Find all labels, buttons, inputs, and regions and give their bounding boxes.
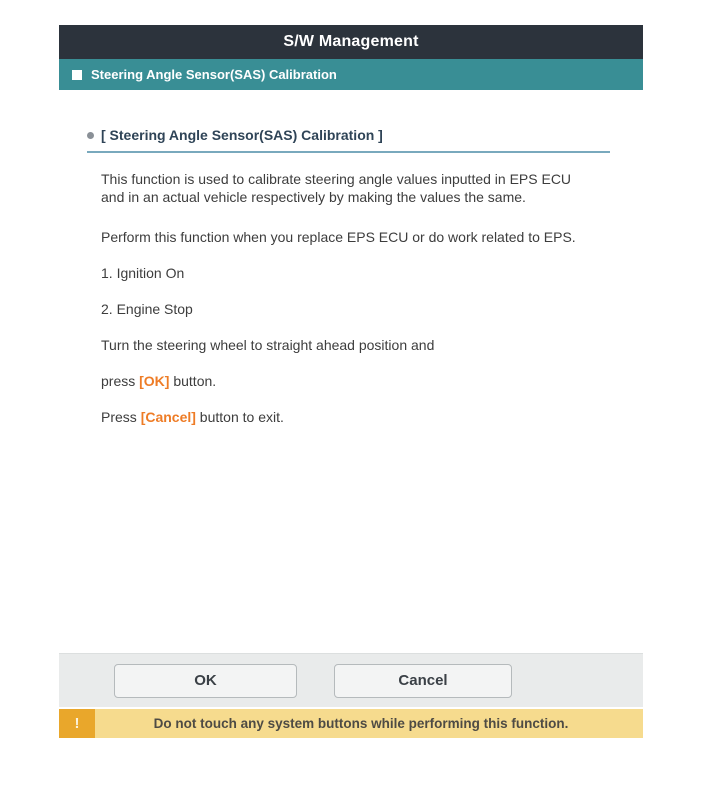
- instruction-area: [59, 90, 643, 653]
- bullet-dot-icon: [87, 132, 94, 139]
- sw-management-window: [59, 25, 643, 738]
- exclamation-icon: !: [59, 709, 95, 738]
- square-bullet-icon: [72, 70, 82, 80]
- title-bar: [59, 25, 643, 59]
- warning-bar: [59, 709, 643, 738]
- paragraph-turn-wheel: Turn the steering wheel to straight ahead position and: [101, 337, 435, 353]
- press-cancel-prefix: Press: [101, 409, 141, 425]
- paragraph-step-2: 2. Engine Stop: [101, 301, 193, 317]
- paragraph-step-1: 1. Ignition On: [101, 265, 185, 281]
- page-title: S/W Management: [283, 33, 419, 50]
- section-heading: [87, 127, 610, 153]
- ok-button[interactable]: OK: [114, 664, 297, 698]
- cancel-button[interactable]: Cancel: [334, 664, 512, 698]
- cancel-inline-highlight: [Cancel]: [140, 409, 196, 425]
- press-cancel-suffix: button to exit.: [195, 409, 284, 425]
- button-bar: [59, 653, 643, 707]
- paragraph-press-cancel: [101, 408, 621, 426]
- paragraph-perform: Perform this function when you replace EPS ECU or do work related to EPS.: [101, 229, 576, 245]
- paragraph-description-line1: This function is used to calibrate steering angle values inputted in EPS ECU: [101, 171, 572, 187]
- press-ok-suffix: button.: [169, 373, 217, 389]
- paragraph-description-line2: and in an actual vehicle respectively by making the values the same.: [101, 189, 526, 205]
- ok-inline-highlight: [OK]: [139, 373, 170, 389]
- section-heading-label: [ Steering Angle Sensor(SAS) Calibration ]: [101, 127, 383, 143]
- paragraph-press-ok: [101, 372, 621, 390]
- function-title: Steering Angle Sensor(SAS) Calibration: [91, 67, 337, 82]
- warning-text: Do not touch any system buttons while performing this function.: [153, 716, 569, 731]
- press-ok-prefix: press: [101, 373, 140, 389]
- function-header-bar: [59, 59, 643, 90]
